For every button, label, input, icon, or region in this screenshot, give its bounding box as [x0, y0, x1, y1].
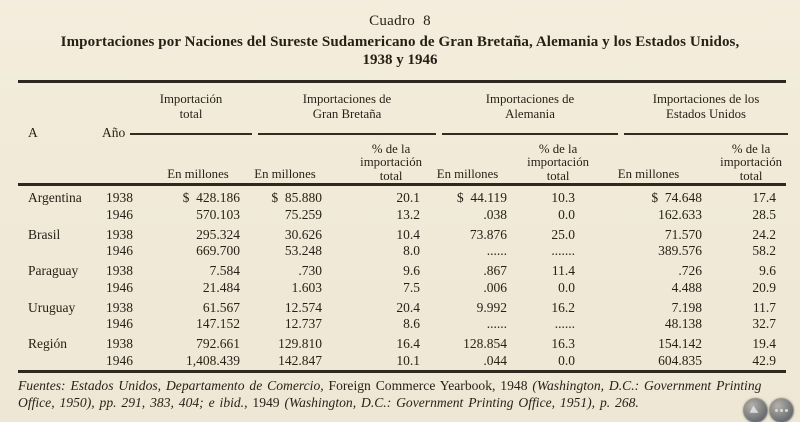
- subheader-en-millones: En millones: [617, 167, 680, 181]
- subheader-pct-total: [326, 143, 424, 184]
- table-number-caption: Cuadro 8: [369, 13, 431, 29]
- year-cell: 1938: [106, 263, 133, 278]
- group-header-estados-unidos: [624, 92, 788, 122]
- year-cell: 1946: [106, 352, 133, 368]
- group-header-line: Importación: [159, 92, 223, 106]
- pct-line: % de la: [538, 141, 578, 156]
- value-cell: .867: [483, 263, 507, 278]
- value-cell: 570.103: [196, 206, 240, 222]
- value-cell: 162.633: [658, 206, 702, 222]
- value-cell: 10.4: [396, 226, 420, 242]
- stamp-arrow-icon: [743, 398, 768, 422]
- country-label: Uruguay: [28, 299, 76, 315]
- stamp-dots-icon: [769, 398, 794, 422]
- value-cell: 20.9: [752, 279, 776, 295]
- value-cell: 1,408.439: [186, 352, 240, 368]
- value-cell: 21.484: [202, 279, 240, 295]
- footnote-line: [18, 395, 788, 412]
- group-header-line: Alemania: [505, 107, 555, 121]
- value-cell: 128.854: [463, 336, 507, 351]
- value-cell: 7.198: [671, 299, 702, 315]
- value-cell: 7.5: [403, 279, 420, 295]
- value-cell: .726: [678, 263, 702, 278]
- value-cell: ......: [486, 243, 507, 258]
- country-label: Región: [28, 336, 67, 351]
- value-cell: 147.152: [196, 316, 240, 331]
- group-header-line: Importaciones de: [485, 92, 575, 106]
- year-cell: 1938: [106, 336, 133, 351]
- value-cell: $ 74.648: [651, 190, 702, 205]
- value-cell: ......: [486, 316, 507, 331]
- value-cell: $ 85.880: [271, 190, 322, 205]
- year-cell: 1946: [106, 206, 133, 222]
- value-cell: 9.6: [759, 263, 776, 278]
- value-cell: 32.7: [752, 316, 776, 331]
- value-cell: 12.574: [284, 299, 322, 315]
- pct-line: importación: [360, 155, 422, 169]
- value-cell: 9.6: [403, 263, 420, 278]
- pct-line: total: [739, 168, 763, 183]
- value-cell: 10.3: [551, 190, 575, 205]
- year-column-header: Año: [102, 125, 126, 140]
- footnote-segment: (Washington, D.C.: Government Printing: [532, 378, 762, 393]
- year-cell: 1938: [106, 190, 133, 205]
- value-cell: 8.0: [403, 243, 420, 258]
- group-header-gran-bretana: [258, 92, 436, 122]
- group-header-line: total: [179, 107, 203, 121]
- body-footer-rule: [18, 370, 786, 373]
- arrow-glyph: [750, 406, 761, 417]
- group-header-line: Gran Bretaña: [312, 107, 382, 121]
- year-cell: 1946: [106, 316, 133, 331]
- year-cell: 1946: [106, 243, 133, 258]
- value-cell: 53.248: [284, 243, 322, 258]
- value-cell: 11.4: [551, 263, 575, 278]
- value-cell: 1.603: [291, 279, 322, 295]
- value-cell: 75.259: [284, 206, 322, 222]
- value-cell: 30.626: [284, 226, 322, 242]
- header-body-rule: [18, 183, 786, 186]
- value-cell: 58.2: [752, 243, 776, 258]
- value-cell: 16.3: [551, 336, 575, 351]
- value-cell: 0.0: [558, 352, 575, 368]
- footnote-segment: (Washington, D.C.: Government Printing Office, 1951), p. 268.: [284, 394, 639, 410]
- subheader-en-millones: En millones: [167, 167, 229, 181]
- year-cell: 1938: [106, 226, 133, 242]
- value-cell: 8.6: [403, 316, 420, 331]
- value-cell: 12.737: [284, 316, 322, 331]
- value-cell: 28.5: [752, 206, 776, 222]
- value-cell: 7.584: [209, 263, 240, 278]
- value-cell: .......: [551, 243, 575, 258]
- country-block: [18, 300, 786, 333]
- value-cell: 129.810: [278, 336, 322, 351]
- pct-line: importación: [720, 155, 782, 169]
- value-cell: 25.0: [551, 226, 575, 242]
- value-cell: 9.992: [476, 299, 507, 315]
- value-cell: 295.324: [196, 226, 240, 242]
- value-cell: 20.4: [396, 299, 420, 315]
- group-header-alemania: [442, 92, 618, 122]
- subheader-en-millones: En millones: [436, 167, 499, 181]
- value-cell: $ 428.186: [182, 190, 240, 205]
- year-cell: 1946: [106, 279, 133, 295]
- pct-line: importación: [527, 155, 589, 169]
- value-cell: 669.700: [196, 243, 240, 258]
- country-block: [18, 336, 786, 369]
- value-cell: 0.0: [558, 206, 575, 222]
- value-cell: 389.576: [658, 243, 702, 258]
- value-cell: 20.1: [396, 190, 420, 205]
- value-cell: .730: [298, 263, 322, 278]
- country-label: Brasil: [28, 226, 61, 242]
- subheader-pct-total: [511, 143, 591, 184]
- table-header: [18, 84, 786, 183]
- group-header-line: Estados Unidos: [666, 107, 746, 121]
- value-cell: 71.570: [664, 226, 702, 242]
- value-cell: 0.0: [558, 279, 575, 295]
- value-cell: 42.9: [752, 352, 776, 368]
- footnote-segment: Fuentes: Estados Unidos, Departamento de Comercio,: [18, 378, 329, 393]
- table-title-line1: Importaciones por Naciones del Sureste Sudamericano de Gran Bretaña, Alemania y los Estados Unidos,: [60, 34, 740, 50]
- group-rule: [130, 133, 252, 135]
- value-cell: 4.488: [671, 279, 702, 295]
- value-cell: 10.1: [396, 352, 420, 368]
- country-block: [18, 263, 786, 296]
- country-label: Argentina: [28, 190, 82, 205]
- value-cell: 16.2: [551, 299, 575, 315]
- group-rule: [624, 133, 788, 135]
- footnote-segment: Office, 1950), pp. 291, 383, 404; e ibid.,: [18, 394, 253, 410]
- group-rule: [258, 133, 436, 135]
- sub-header-row: [18, 142, 786, 183]
- footnote-segment: 1949: [252, 394, 285, 410]
- value-cell: 48.138: [664, 316, 702, 331]
- value-cell: 61.567: [202, 299, 240, 315]
- group-header-line: Importaciones de: [302, 92, 392, 106]
- country-label: Paraguay: [28, 263, 79, 278]
- value-cell: 604.835: [658, 352, 702, 368]
- group-rule: [442, 133, 618, 135]
- footnote-segment: Foreign Commerce Yearbook, 1948: [328, 378, 533, 393]
- value-cell: 142.847: [278, 352, 322, 368]
- value-cell: 11.7: [752, 299, 776, 315]
- group-header-line: Importaciones de los: [652, 92, 760, 106]
- value-cell: $ 44.119: [456, 190, 507, 205]
- value-cell: 16.4: [396, 336, 420, 351]
- group-header-total: [122, 92, 260, 122]
- value-cell: ......: [554, 316, 575, 331]
- value-cell: 792.661: [196, 336, 240, 351]
- value-cell: 24.2: [752, 226, 776, 242]
- value-cell: 73.876: [469, 226, 507, 242]
- footnote-line: [18, 378, 788, 395]
- value-cell: .044: [483, 352, 507, 368]
- value-cell: .038: [483, 206, 507, 222]
- value-cell: 13.2: [396, 206, 420, 222]
- source-footnote: [18, 378, 788, 411]
- top-rule: [18, 80, 786, 83]
- stub-column-header: A: [28, 125, 38, 140]
- value-cell: 154.142: [658, 336, 702, 351]
- pct-line: total: [546, 168, 570, 183]
- pct-line: % de la: [371, 141, 411, 156]
- subheader-pct-total: [706, 143, 786, 184]
- table-title-line2: 1938 y 1946: [362, 52, 438, 68]
- pct-line: % de la: [731, 141, 771, 156]
- year-cell: 1938: [106, 299, 133, 315]
- value-cell: 19.4: [752, 336, 776, 351]
- value-cell: .006: [483, 279, 507, 295]
- value-cell: 17.4: [752, 190, 776, 205]
- country-block: [18, 190, 786, 223]
- table-body: [18, 190, 786, 373]
- country-block: [18, 227, 786, 260]
- subheader-en-millones: En millones: [254, 167, 316, 181]
- dots-glyph: [775, 409, 778, 412]
- pct-line: total: [379, 168, 403, 183]
